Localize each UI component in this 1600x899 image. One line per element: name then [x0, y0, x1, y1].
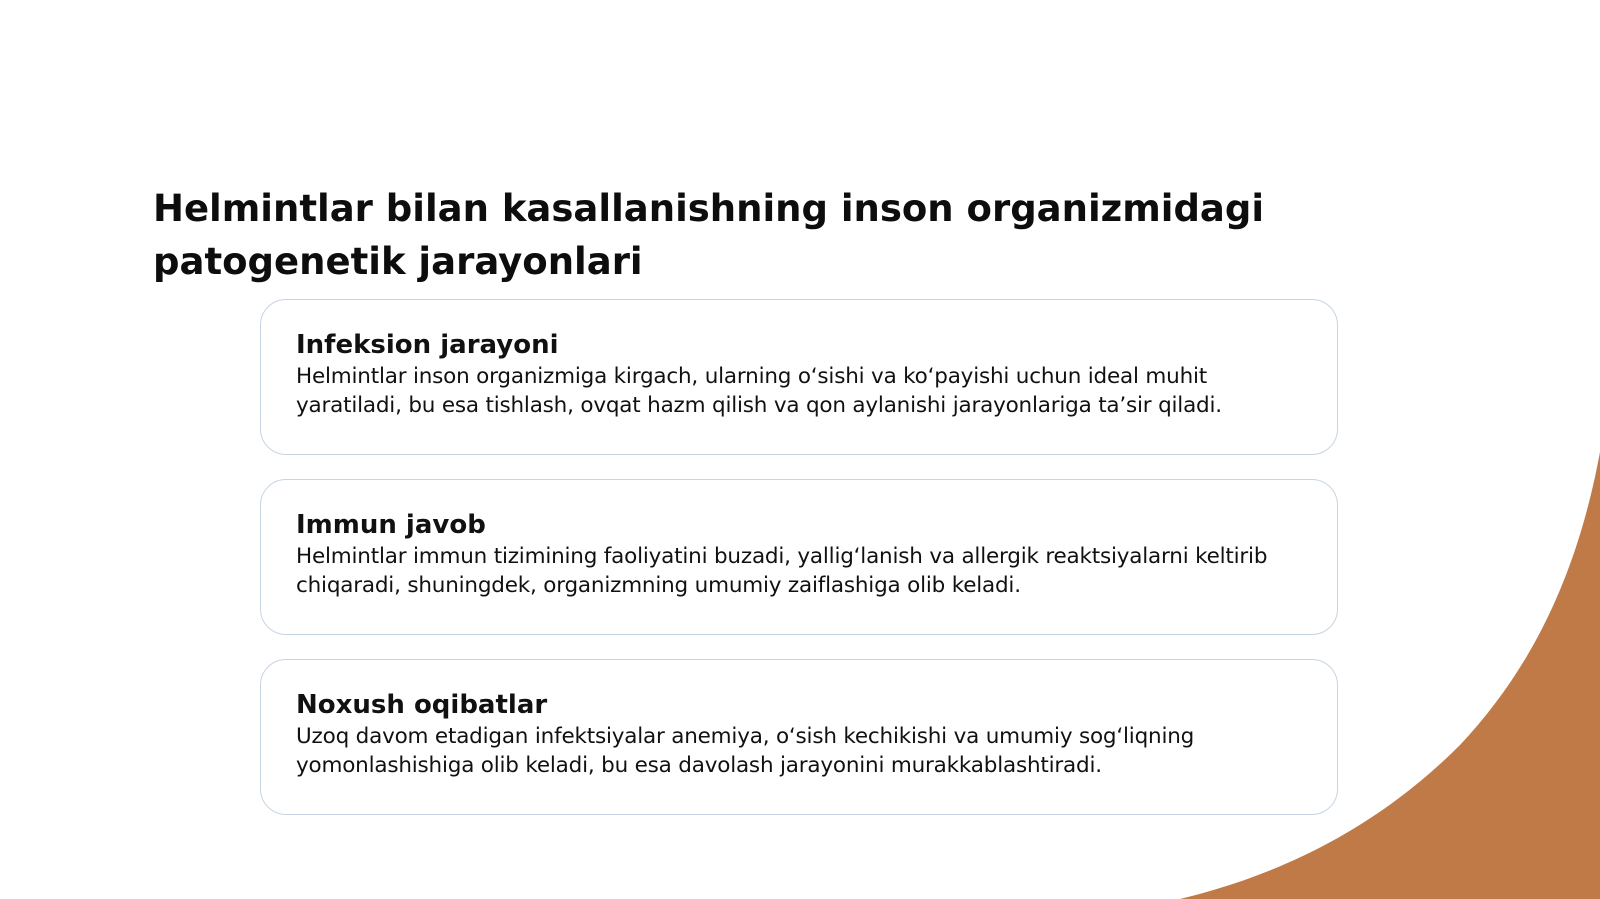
slide-title: Helmintlar bilan kasallanishning inson organizmidagi patogenetik jarayonlari: [153, 187, 1265, 283]
card-text: Helmintlar immun tizimining faoliyatini buzadi, yallig‘lanish va allergik reaktsiyalarni keltirib chiqaradi, shuningdek, organizmning umumiy zaiflashiga olib keladi.: [296, 544, 1268, 598]
card-immune-response: [260, 479, 1338, 635]
card-infection-process: [260, 299, 1338, 455]
card-heading: Infeksion jarayoni: [296, 330, 559, 360]
card-heading: Noxush oqibatlar: [296, 690, 548, 720]
card-text: Helmintlar inson organizmiga kirgach, ularning o‘sishi va ko‘payishi uchun ideal muhit yaratiladi, bu esa tishlash, ovqat hazm qilish va qon aylanishi jarayonlariga ta’sir qiladi.: [296, 364, 1222, 418]
card-adverse-consequences: [260, 659, 1338, 815]
card-heading: Immun javob: [296, 510, 486, 540]
card-text: Uzoq davom etadigan infektsiyalar anemiya, o‘sish kechikishi va umumiy sog‘liqning yomonlashishiga olib keladi, bu esa davolash jarayonini murakkablashtiradi.: [296, 724, 1195, 778]
